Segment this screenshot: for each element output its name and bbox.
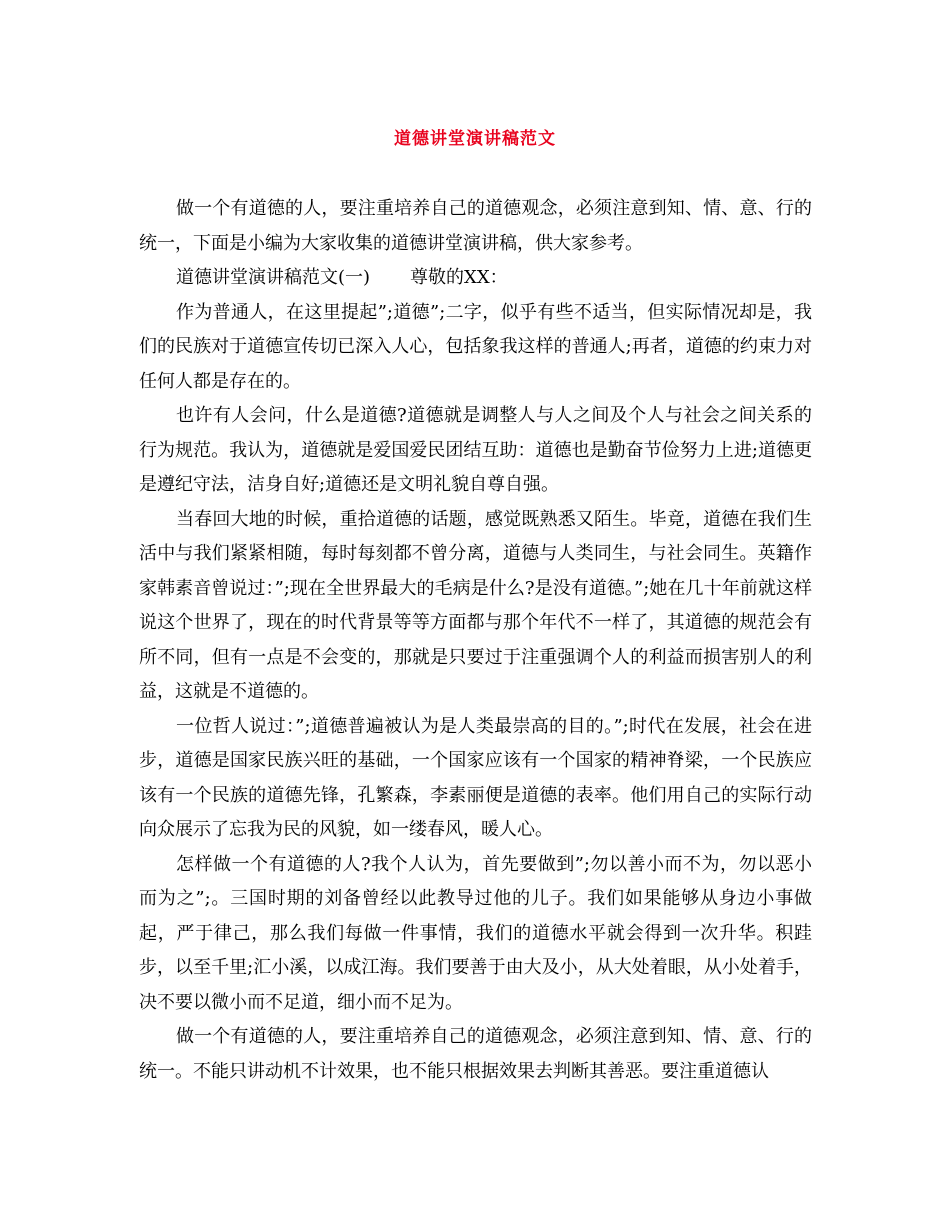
section-heading-line bbox=[139, 261, 812, 296]
salutation: 尊敬的XX： bbox=[410, 267, 508, 288]
paragraph-4: 一位哲人说过：”;道德普遍被认为是人类最崇高的目的。”;时代在发展，社会在进步，道德是国家民族兴旺的基础，一个国家应该有一个国家的精神脊梁，一个民族应该有一个民族的道德先锋，孔繁森，李素丽便是道德的表率。他们用自己的实际行动向众展示了忘我为民的风貌，如一缕春风，暖人心。 bbox=[139, 715, 812, 840]
paragraph-intro: 做一个有道德的人，要注重培养自己的道德观念，必须注意到知、情、意、行的统一，下面是小编为大家收集的道德讲堂演讲稿，供大家参考。 bbox=[139, 198, 812, 254]
paragraph-3: 当春回大地的时候，重拾道德的话题，感觉既熟悉又陌生。毕竟，道德在我们生活中与我们紧紧相随，每时每刻都不曾分离，道德与人类同生，与社会同生。英籍作家韩素音曾说过：”;现在全世界最大的毛病是什么?是没有道德。”;她在几十年前就这样说这个世界了，现在的时代背景等等方面都与那个年代不一样了，其道德的规范会有所不同，但有一点是不会变的，那就是只要过于注重强调个人的利益而损害别人的利益，这就是不道德的。 bbox=[139, 508, 812, 702]
document-body bbox=[139, 192, 812, 1089]
paragraph-1: 作为普通人，在这里提起”;道德”;二字，似乎有些不适当，但实际情况却是，我们的民族对于道德宣传切已深入人心，包括象我这样的普通人;再者，道德的约束力对任何人都是存在的。 bbox=[139, 301, 812, 392]
document-title: 道德讲堂演讲稿范文 bbox=[394, 129, 556, 149]
paragraph-2: 也许有人会问，什么是道德?道德就是调整人与人之间及个人与社会之间关系的行为规范。我认为，道德就是爱国爱民团结互助：道德也是勤奋节俭努力上进;道德更是遵纪守法，洁身自好;道德还是文明礼貌自尊自强。 bbox=[139, 405, 812, 495]
section-heading: 道德讲堂演讲稿范文(一) bbox=[176, 267, 371, 288]
paragraph-5: 怎样做一个有道德的人?我个人认为，首先要做到”;勿以善小而不为，勿以恶小而为之”;。三国时期的刘备曾经以此教导过他的儿子。我们如果能够从身边小事做起，严于律己，那么我们每做一件事情，我们的道德水平就会得到一次升华。积跬步，以至千里;汇小溪，以成江海。我们要善于由大及小，从大处着眼，从小处着手，决不要以微小而不足道，细小而不足为。 bbox=[139, 853, 812, 1013]
paragraph-6: 做一个有道德的人，要注重培养自己的道德观念，必须注意到知、情、意、行的统一。不能只讲动机不计效果，也不能只根据效果去判断其善恶。要注重道德认 bbox=[139, 1026, 812, 1082]
